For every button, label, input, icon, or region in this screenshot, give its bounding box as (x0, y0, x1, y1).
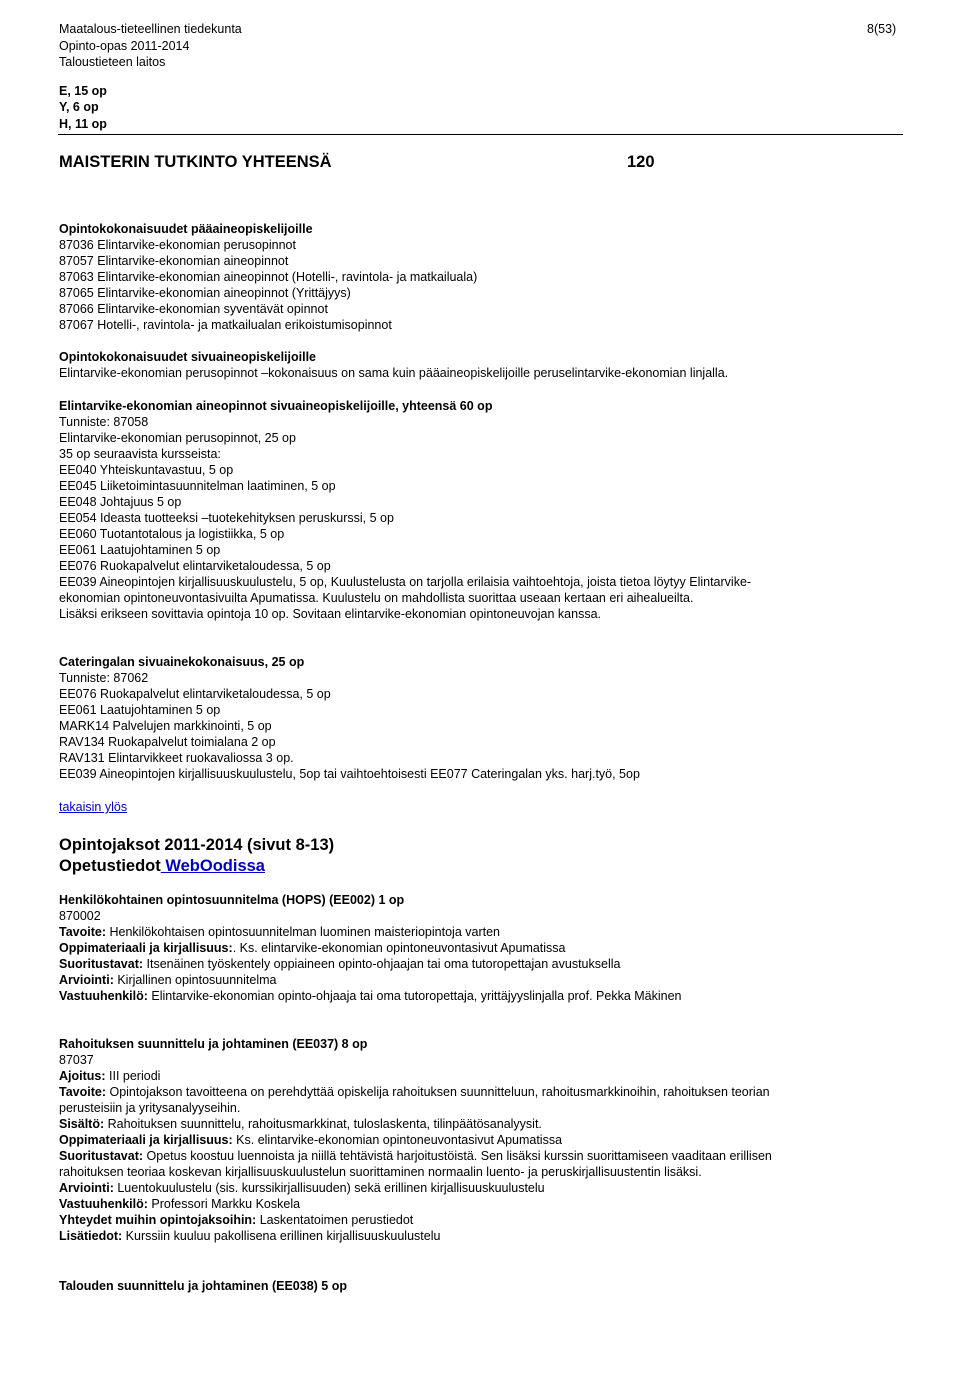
minor-intermediate-heading: Elintarvike-ekonomian aineopinnot sivuaineopiskelijoille, yhteensä 60 op (59, 399, 493, 413)
total-value: 120 (627, 153, 655, 171)
list-item: RAV131 Elintarvikkeet ruokavaliossa 3 op. (59, 751, 294, 765)
field-value-continued: perusteisiin ja yritysanalyyseihin. (59, 1101, 241, 1115)
minor-modules-section (59, 349, 728, 381)
field-label: Lisätiedot: (59, 1229, 123, 1243)
list-item: EE054 Ideasta tuotteeksi –tuotekehityksen peruskurssi, 5 op (59, 511, 394, 525)
list-item: EE061 Laatujohtaminen 5 op (59, 543, 221, 557)
list-item: EE048 Johtajuus 5 op (59, 495, 182, 509)
hops-code: 870002 (59, 909, 101, 923)
list-item: 87066 Elintarvike-ekonomian syventävät opinnot (59, 302, 328, 316)
field-value: Kurssiin kuuluu pakollisena erillinen kirjallisuuskuulustelu (122, 1229, 441, 1243)
header-department: Taloustieteen laitos (59, 55, 166, 69)
field-value: Kirjallinen opintosuunnitelma (113, 973, 277, 987)
list-item: EE076 Ruokapalvelut elintarviketaloudessa, 5 op (59, 687, 331, 701)
list-item: 87067 Hotelli-, ravintola- ja matkailualan erikoistumisopinnot (59, 318, 392, 332)
field-label: Tavoite: (59, 1085, 106, 1099)
main-modules-heading: Opintokokonaisuudet pääaineopiskelijoille (59, 222, 313, 236)
field-value: Professori Markku Koskela (147, 1197, 301, 1211)
page-number: 8(53) (867, 22, 897, 36)
opetustiedot-line (59, 857, 265, 876)
field-value: Ks. elintarvike-ekonomian opintoneuvontasivut Apumatissa (232, 1133, 563, 1147)
catering-heading: Cateringalan sivuainekokonaisuus, 25 op (59, 655, 305, 669)
header-divider (58, 134, 903, 135)
field-label: Sisältö: (59, 1117, 105, 1131)
hops-field (59, 988, 682, 1004)
field-label: Arviointi: (59, 1181, 114, 1195)
field-value: Rahoituksen suunnittelu, rahoitusmarkkinat, tuloslaskenta, tilinpäätösanalyysit. (104, 1117, 542, 1131)
header-faculty: Maatalous-tieteellinen tiedekunta (59, 22, 242, 36)
hops-heading: Henkilökohtainen opintosuunnitelma (HOPS) (EE002) 1 op (59, 893, 405, 907)
list-item: Lisäksi erikseen sovittavia opintoja 10 op. Sovitaan elintarvike-ekonomian opintoneuvojan kanssa. (59, 607, 601, 621)
list-item: RAV134 Ruokapalvelut toimialana 2 op (59, 735, 276, 749)
field-value: Itsenäinen työskentely oppiaineen opinto-ohjaajan tai oma tutoropettajan avustuksella (143, 957, 621, 971)
credit-e: E, 15 op (59, 84, 107, 98)
finance-section (59, 1036, 772, 1244)
header-guide: Opinto-opas 2011-2014 (59, 39, 190, 53)
list-item: Tunniste: 87058 (59, 415, 149, 429)
list-item: EE045 Liiketoimintasuunnitelman laatiminen, 5 op (59, 479, 336, 493)
field-value: Henkilökohtaisen opintosuunnitelman luominen maisteriopintoja varten (106, 925, 500, 939)
list-item: 87063 Elintarvike-ekonomian aineopinnot (Hotelli-, ravintola- ja matkailuala) (59, 270, 478, 284)
finance-code: 87037 (59, 1053, 94, 1067)
field-label: Vastuuhenkilö: (59, 989, 148, 1003)
list-item: 35 op seuraavista kursseista: (59, 447, 221, 461)
field-value-continued: rahoituksen teoriaa koskevan kirjallisuuskuulustelun suorittaminen normaalin luento- ja peruskirjallisuustentin lisäksi. (59, 1165, 702, 1179)
field-label: Arviointi: (59, 973, 114, 987)
list-item: Tunniste: 87062 (59, 671, 149, 685)
field-value: Elintarvike-ekonomian opinto-ohjaaja tai oma tutoropettaja, yrittäjyyslinjalla prof. Pekka Mäkinen (147, 989, 682, 1003)
list-item: MARK14 Palvelujen markkinointi, 5 op (59, 719, 272, 733)
minor-modules-heading: Opintokokonaisuudet sivuaineopiskelijoille (59, 350, 316, 364)
back-to-top-link[interactable]: takaisin ylös (59, 800, 128, 814)
field-value: Luentokuulustelu (sis. kurssikirjallisuuden) sekä erillinen kirjallisuuskuulustelu (113, 1181, 545, 1195)
field-label: Yhteydet muihin opintojaksoihin: (59, 1213, 257, 1227)
list-item: EE040 Yhteiskuntavastuu, 5 op (59, 463, 234, 477)
field-label: Oppimateriaali ja kirjallisuus: (59, 941, 233, 955)
field-label: Oppimateriaali ja kirjallisuus: (59, 1133, 233, 1147)
list-item: EE039 Aineopintojen kirjallisuuskuulustelu, 5op tai vaihtoehtoisesti EE077 Cateringalan yks. harj.työ, 5op (59, 767, 640, 781)
hops-field (59, 924, 682, 940)
total-label: MAISTERIN TUTKINTO YHTEENSÄ (59, 153, 332, 171)
field-value: III periodi (105, 1069, 161, 1083)
list-item: Elintarvike-ekonomian perusopinnot, 25 op (59, 431, 296, 445)
list-item: 87065 Elintarvike-ekonomian aineopinnot (Yrittäjyys) (59, 286, 351, 300)
hops-field (59, 972, 682, 988)
list-item: EE076 Ruokapalvelut elintarviketaloudessa, 5 op (59, 559, 331, 573)
weboodi-link[interactable]: WebOodissa (160, 857, 265, 875)
opetustiedot-label: Opetustiedot (59, 857, 161, 875)
list-item: EE061 Laatujohtaminen 5 op (59, 703, 221, 717)
field-label: Tavoite: (59, 925, 106, 939)
field-label: Suoritustavat: (59, 957, 144, 971)
field-label: Ajoitus: (59, 1069, 106, 1083)
field-value: Laskentatoimen perustiedot (256, 1213, 414, 1227)
list-item: EE060 Tuotantotalous ja logistiikka, 5 op (59, 527, 285, 541)
hops-section (59, 892, 682, 1004)
credit-y: Y, 6 op (59, 100, 99, 114)
field-label: Vastuuhenkilö: (59, 1197, 148, 1211)
main-modules-section (59, 221, 477, 333)
list-item: EE039 Aineopintojen kirjallisuuskuulustelu, 5 op, Kuulustelusta on tarjolla erilaisia vaihtoehtoja, joista tietoa löytyy Elintarvike- (59, 575, 752, 589)
hops-field (59, 940, 682, 956)
field-value: Opetus koostuu luennoista ja niillä tehtävistä harjoitustöistä. Sen lisäksi kurssin suorittamiseen vaaditaan erillisen (143, 1149, 772, 1163)
list-item: 87036 Elintarvike-ekonomian perusopinnot (59, 238, 296, 252)
hops-field (59, 956, 682, 972)
catering-section (59, 654, 640, 782)
list-item: 87057 Elintarvike-ekonomian aineopinnot (59, 254, 289, 268)
minor-modules-text: Elintarvike-ekonomian perusopinnot –kokonaisuus on sama kuin pääaineopiskelijoille peruselintarvike-ekonomian linjalla. (59, 366, 729, 380)
next-course-heading: Talouden suunnittelu ja johtaminen (EE038) 5 op (59, 1279, 347, 1293)
credit-h: H, 11 op (59, 117, 107, 131)
field-value: . Ks. elintarvike-ekonomian opintoneuvontasivut Apumatissa (232, 941, 566, 955)
field-value: Opintojakson tavoitteena on perehdyttää opiskelija rahoituksen suunnitteluun, rahoitusmarkkinoihin, rahoituksen teorian (106, 1085, 770, 1099)
field-label: Suoritustavat: (59, 1149, 144, 1163)
list-item: ekonomian opintoneuvontasivuilta Apumatissa. Kuulustelu on mahdollista suorittaa useaan kertaan eri aihealueilta. (59, 591, 694, 605)
minor-intermediate-section (59, 398, 751, 622)
courses-title: Opintojaksot 2011-2014 (sivut 8-13) (59, 836, 335, 854)
finance-heading: Rahoituksen suunnittelu ja johtaminen (EE037) 8 op (59, 1037, 368, 1051)
